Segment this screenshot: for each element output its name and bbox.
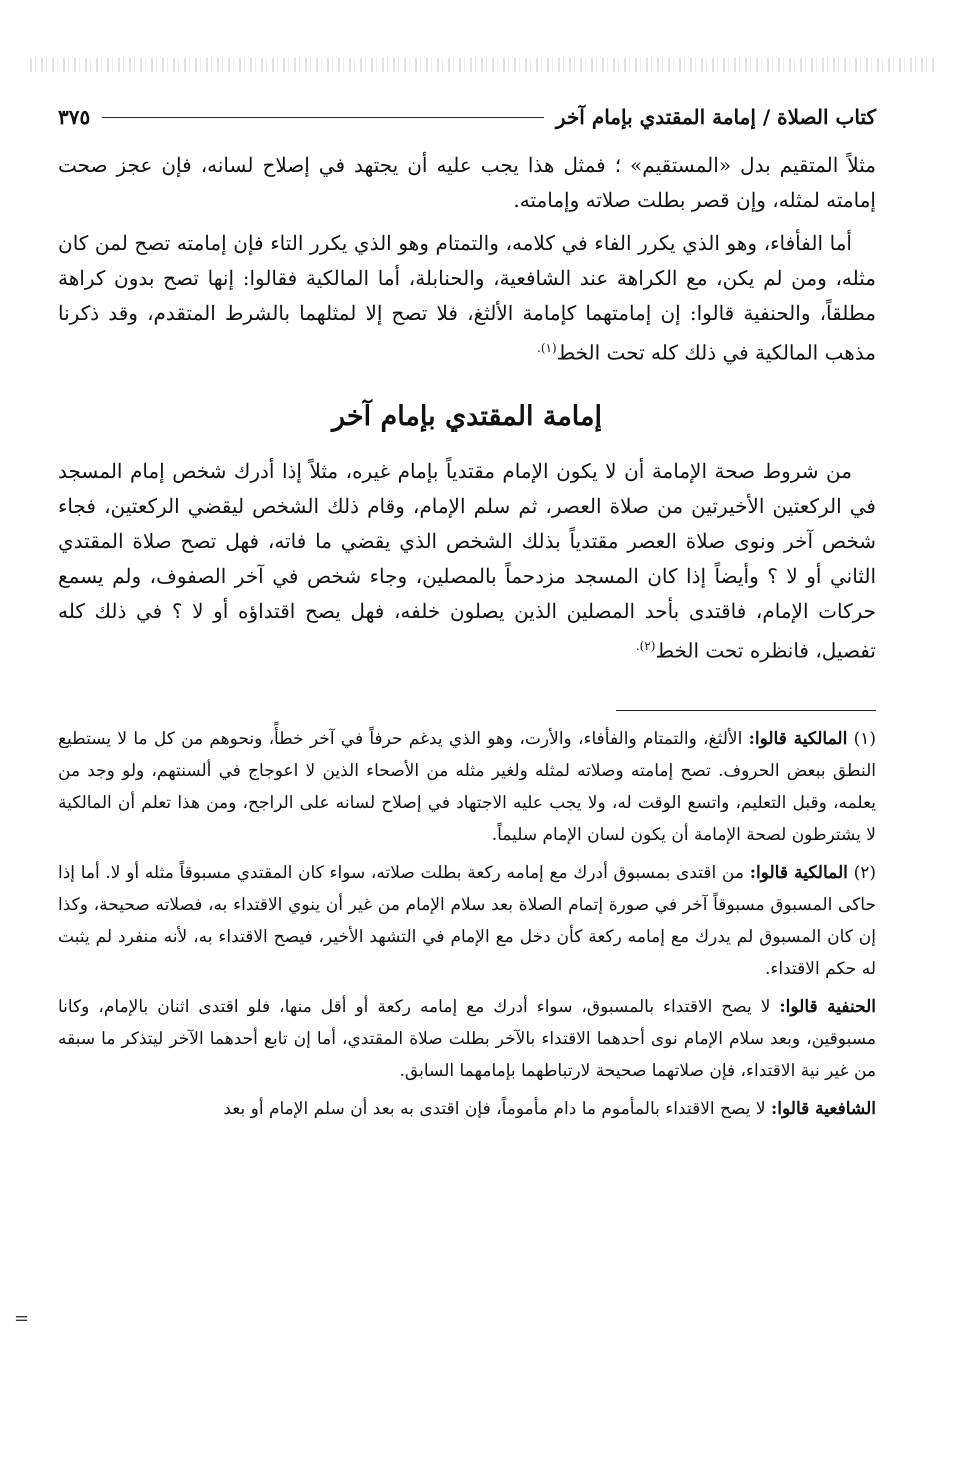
footnote-2-hanafi: الحنفية قالوا: لا يصح الاقتداء بالمسبوق، سواء أدرك مع إمامه ركعة أو أقل منها، فلو اقتدى اثنان بالإمام، وكانا مسبوقين، وبعد سلام الإمام نوى أحدهما الاقتداء بالآخر بطلت صلاة المقتدي، أما إن تابع أحدهما الآخر ليتذكر ما سبقه من غير نية الاقتداء، فإن صلاتهما صحيحة لارتباطهما بإمامهما السابق.	[58, 997, 876, 1082]
paragraph-2: أما الفأفاء، وهو الذي يكرر الفاء في كلامه، والتمتام وهو الذي يكرر التاء فإن إمامته تصح لمن كان مثله، ومن لم يكن، مع الكراهة عند الشافعية، والحنابلة، أما المالكية فقالوا: إنها تصح بدون كراهة مطلقاً، والحنفية قالوا: إن إمامتهما كإمامة الألثغ، فلا تصح إلا لمثلهما بالشرط المتقدم، وقد ذكرنا مذهب المالكية في ذلك كله تحت الخط$^{(١).}$	[58, 231, 876, 365]
header-title: كتاب الصلاة / إمامة المقتدي بإمام آخر	[555, 105, 876, 129]
page-body	[58, 148, 876, 1131]
page-number: ٣٧٥	[58, 105, 91, 129]
running-header	[58, 100, 876, 134]
section-title: إمامة المقتدي بإمام آخر	[331, 400, 602, 432]
footnote-ref-2: (٢).	[635, 638, 656, 653]
footnote-2: (٢) المالكية قالوا: من اقتدى بمسبوق أدرك مع إمامه ركعة بطلت صلاته، سواء كان المقتدي مسبوقاً مثله أو لا. أما إذا حاكى المسبوق مسبوقاً آخر في صورة إتمام الصلاة بعد سلام الإمام من غير أن ينوي الاقتداء به، فصلاته صحيحة، وكذا إن كان المسبوق لم يدرك مع إمامه ركعة كأن دخل مع الإمام في التشهد الأخير، فيصح الاقتداء به، لأنه منفرد لم يثبت له حكم الاقتداء.	[58, 863, 877, 980]
scan-noise	[30, 58, 936, 72]
footnote-1: (١) المالكية قالوا: الألثغ، والتمتام والفأفاء، والأرت، وهو الذي يدغم حرفاً في آخر خطأً، ونحوهم من كل ما لا يستطيع النطق ببعض الحروف. تصح إمامته وصلاته لمثله ولغير مثله من الأصحاء الذين لا اعوجاج في ألسنتهم، ولو وجد من يعلمه، وقبل التعليم، واتسع الوقت له، ولا يجب عليه الاجتهاد في إصلاح لسانه على الراجح، ومن هذا تعلم أن المالكية لا يشترطون لصحة الإمامة أن يكون لسان الإمام سليماً.	[58, 729, 876, 846]
paragraph-1: مثلاً المتقيم بدل «المستقيم» ؛ فمثل هذا يجب عليه أن يجتهد في إصلاح لسانه، فإن عجز صحت إمامته لمثله، وإن قصر بطلت صلاته وإمامته.	[58, 153, 876, 212]
footnote-2-shafii: الشافعية قالوا: لا يصح الاقتداء بالمأموم ما دام مأموماً، فإن اقتدى به بعد أن سلم الإمام أو بعد	[223, 1099, 876, 1120]
continuation-mark: =	[14, 1308, 30, 1329]
section-paragraph: من شروط صحة الإمامة أن لا يكون الإمام مقتدياً بإمام غيره، مثلاً إذا أدرك شخص إمام المسجد في الركعتين الأخيرتين من صلاة العصر، ثم سلم الإمام، وقام ذلك الشخص ليقضي الركعتين، فجاء شخص آخر ونوى صلاة العصر مقتدياً بذلك الشخص الذي يقضي ما فاته، فهل تصح صلاة المقتدي الثاني أو لا ؟ وأيضاً إذا كان المسجد مزدحماً بالمصلين، وجاء شخص في آخر الصفوف، ولم يسمع حركات الإمام، فاقتدى بأحد المصلين الذين يصلون خلفه، فهل يصح اقتداؤه أو لا ؟ في ذلك كله تفصيل، فانظره تحت الخط$^{(٢).}$	[58, 458, 876, 663]
footnote-ref-1: (١).	[537, 341, 557, 355]
footnote-divider	[616, 710, 876, 711]
header-rule	[102, 117, 544, 118]
